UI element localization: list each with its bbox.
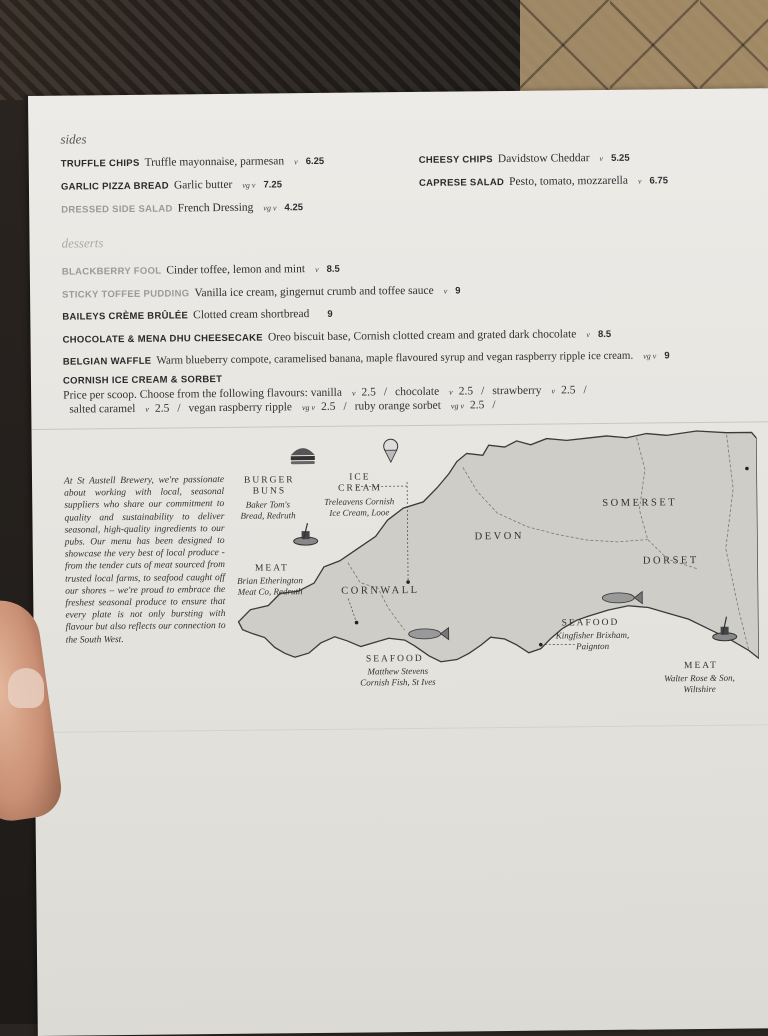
item-desc: Pesto, tomato, mozzarella: [509, 175, 628, 188]
diet-tag: v: [586, 330, 590, 339]
diet-tag: v: [145, 405, 149, 414]
ice-cream-intro: Price per scoop. Choose from the following flavours:: [63, 387, 308, 402]
flavour-price: 2.5: [155, 403, 169, 415]
item-desc: Garlic butter: [174, 179, 233, 192]
menu-item-ice-cream-sorbet: [63, 373, 227, 387]
meat-east-title: MEAT: [684, 661, 718, 671]
diet-tag: vg v: [451, 401, 464, 410]
menu-item-cheesy-chips: [419, 152, 630, 166]
meat-west-supplier: Brian Etherington Meat Co, Redruth: [237, 575, 303, 598]
flavour-ruby-orange-sorbet: ruby orange sorbet: [355, 400, 441, 413]
diet-tag: vg v: [643, 351, 656, 360]
flavour-vegan-raspberry-ripple: vegan raspberry ripple: [188, 401, 292, 414]
item-desc: Cinder toffee, lemon and mint: [166, 263, 305, 276]
item-price: 9: [327, 309, 332, 320]
item-price: 6.75: [649, 175, 668, 186]
diet-tag: v: [352, 389, 356, 398]
bottom-divider: [35, 724, 768, 733]
separator: /: [384, 386, 387, 398]
diet-tag: v: [294, 157, 298, 166]
menu-item-belgian-waffle: [63, 349, 670, 367]
item-desc: French Dressing: [178, 202, 254, 215]
item-name: BELGIAN WAFFLE: [63, 356, 152, 368]
ice-cream-icon: [384, 439, 398, 462]
flavour-price: 2.5: [361, 386, 375, 398]
flavour-salted-caramel: salted caramel: [69, 403, 135, 416]
ice-cream-title: ICE CREAM: [338, 472, 382, 494]
flavour-vanilla: vanilla: [311, 387, 342, 399]
item-desc: Vanilla ice cream, gingernut crumb and toffee sauce: [194, 285, 433, 300]
separator: /: [583, 384, 586, 396]
flavour-chocolate: chocolate: [395, 386, 439, 398]
menu-item-baileys-creme-brulee: [62, 308, 332, 323]
seafood-east-supplier: Kingfisher Brixham, Paignton: [556, 630, 630, 653]
diet-tag: vg v: [302, 403, 315, 412]
item-desc: Warm blueberry compote, caramelised banana, maple flavoured syrup and vegan raspberry ripple ice cream.: [156, 350, 633, 367]
diet-tag: v: [551, 386, 555, 395]
item-desc: Truffle mayonnaise, parmesan: [144, 155, 284, 168]
burger-buns-supplier: Baker Tom's Bread, Redruth: [240, 499, 295, 522]
diet-tag: v: [315, 265, 319, 274]
item-name: CORNISH ICE CREAM & SORBET: [63, 374, 222, 387]
menu-item-sticky-toffee-pudding: [62, 284, 461, 300]
flavour-price: 2.5: [321, 401, 335, 413]
meat-east-supplier: Walter Rose & Son, Wiltshire: [664, 673, 735, 696]
separator: /: [481, 385, 484, 397]
burger-icon: [291, 448, 315, 464]
item-name: GARLIC PIZZA BREAD: [61, 181, 169, 193]
separator: /: [343, 401, 346, 413]
county-dorset: DORSET: [643, 555, 699, 567]
diet-tag: vg v: [263, 203, 276, 212]
separator: /: [492, 399, 495, 411]
sides-heading: sides: [60, 131, 86, 147]
diet-tag: v: [449, 388, 453, 397]
diet-tag: v: [638, 177, 642, 186]
item-desc: Davidstow Cheddar: [498, 152, 590, 165]
item-price: 8.5: [327, 264, 340, 275]
county-somerset: SOMERSET: [602, 497, 677, 509]
item-name: CHEESY CHIPS: [419, 154, 493, 166]
menu-item-chocolate-cheesecake: [62, 328, 611, 346]
item-price: 9: [664, 350, 669, 361]
menu-item-garlic-pizza-bread: [61, 178, 282, 192]
flavour-price: 2.5: [561, 384, 575, 396]
flavour-strawberry: strawberry: [492, 385, 541, 398]
intro-paragraph: At St Austell Brewery, we're passionate about working with local, seasonal suppliers who share our commitment to quality and sustainability to deliver seasonal, high-quality ingredients to our pubs. Our menu has been designed to showcase the very best of local produce - from the tender cuts of meat sourced from trusted local farms, to seafood caught off our shores – we're proud to embrace the freshest seasonal produce to ensure that every plate is not only bursting with flavour but also reflects our connection to the South West.: [64, 474, 226, 647]
menu-item-dressed-side-salad: [61, 201, 303, 216]
item-desc: Clotted cream shortbread: [193, 308, 309, 321]
ice-cream-supplier: Treleavens Cornish Ice Cream, Looe: [324, 496, 394, 519]
item-price: 5.25: [611, 153, 630, 164]
item-name: STICKY TOFFEE PUDDING: [62, 288, 189, 300]
item-price: 4.25: [284, 202, 303, 213]
burger-buns-title: BURGER BUNS: [244, 475, 295, 498]
item-name: BAILEYS CRÈME BRÛLÉE: [62, 310, 188, 322]
item-name: DRESSED SIDE SALAD: [61, 203, 173, 215]
item-name: CAPRESE SALAD: [419, 177, 504, 189]
item-price: 6.25: [306, 156, 325, 167]
diet-tag: v: [444, 287, 448, 296]
map-land: [237, 430, 759, 663]
separator: /: [177, 402, 180, 414]
flavours-line-1: [63, 384, 595, 402]
flavour-price: 2.5: [459, 385, 473, 397]
county-cornwall: CORNWALL: [341, 585, 419, 597]
county-devon: DEVON: [475, 531, 524, 543]
item-price: 9: [455, 285, 460, 296]
seafood-west-supplier: Matthew Stevens Cornish Fish, St Ives: [360, 666, 436, 689]
menu-page: [28, 88, 768, 1036]
menu-item-truffle-chips: [61, 155, 325, 170]
seafood-west-title: SEAFOOD: [366, 654, 424, 665]
meat-west-title: MEAT: [255, 563, 289, 573]
seafood-east-title: SEAFOOD: [562, 618, 620, 629]
desserts-heading: desserts: [61, 235, 103, 251]
item-name: TRUFFLE CHIPS: [61, 158, 140, 170]
flavour-price: 2.5: [470, 399, 484, 411]
flavours-line-2: [69, 399, 503, 416]
menu-item-caprese-salad: [419, 174, 668, 189]
item-price: 7.25: [263, 179, 282, 190]
diet-tag: v: [599, 154, 603, 163]
item-desc: Oreo biscuit base, Cornish clotted cream and grated dark chocolate: [268, 328, 577, 343]
item-name: CHOCOLATE & MENA DHU CHEESECAKE: [63, 333, 263, 346]
thumbnail: [8, 668, 44, 708]
item-name: BLACKBERRY FOOL: [62, 266, 162, 278]
diet-tag: vg v: [242, 181, 255, 190]
item-price: 8.5: [598, 329, 611, 340]
meat-skewer-icon: [293, 523, 317, 545]
menu-item-blackberry-fool: [62, 263, 340, 278]
